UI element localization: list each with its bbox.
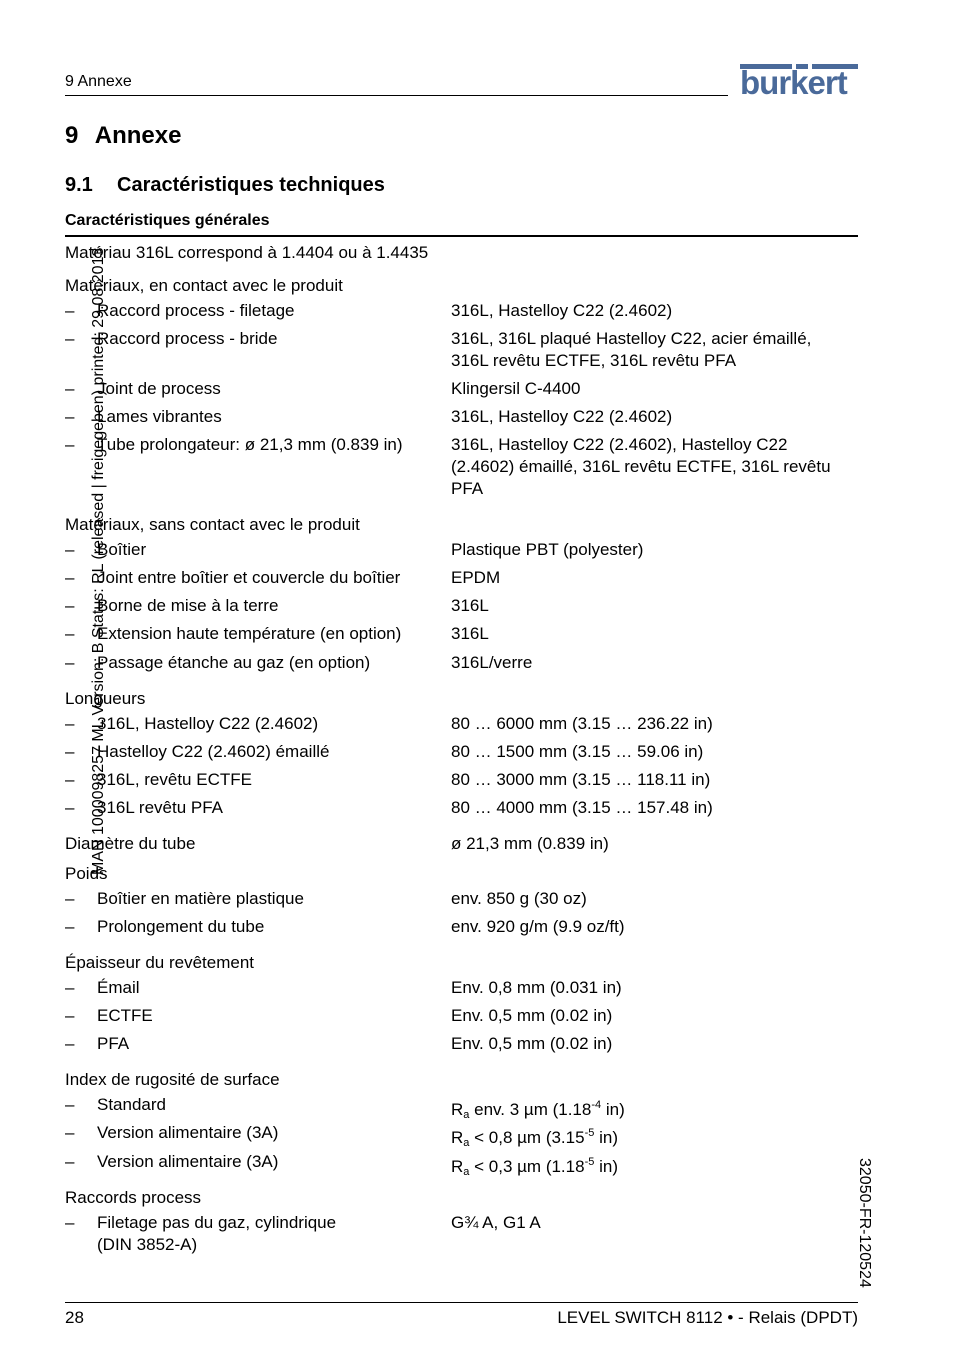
list-dash: – <box>65 540 75 559</box>
row-label: Version alimentaire (3A) <box>97 1152 279 1171</box>
subsection-title: Caractéristiques techniques <box>117 174 385 196</box>
list-dash: – <box>65 1095 75 1114</box>
row-label: Matériau 316L correspond à 1.4404 ou à 1.4435 <box>65 243 429 262</box>
section-title: Annexe <box>94 122 182 149</box>
value-symbol: R <box>451 1157 464 1176</box>
list-dash: – <box>65 596 75 615</box>
table-heading-rule <box>65 235 858 237</box>
section-heading <box>65 122 181 150</box>
row-value: 316L, Hastelloy C22 (2.4602) <box>451 407 673 426</box>
document-status-stamp: MAN 1000098257 ML Version: B Status: RL (released | freigegeben) printed: 29.08.2013 <box>90 247 107 875</box>
row-label: Joint de process <box>97 379 221 398</box>
row-value: Env. 0,5 mm (0.02 in) <box>451 1034 613 1053</box>
row-value: Klingersil C-4400 <box>451 379 581 398</box>
value-text: < 0,3 µm (1.18 <box>469 1157 585 1176</box>
row-label: Tube prolongateur: ø 21,3 mm (0.839 in) <box>97 435 403 454</box>
row-label: Version alimentaire (3A) <box>97 1123 279 1142</box>
row-value: G¾ A, G1 A <box>451 1213 541 1232</box>
list-dash: – <box>65 798 75 817</box>
list-dash: – <box>65 301 75 320</box>
header-rule <box>65 95 728 96</box>
list-dash: – <box>65 1006 75 1025</box>
row-label: Prolongement du tube <box>97 917 265 936</box>
row-label: Raccord process - bride <box>97 329 278 348</box>
list-dash: – <box>65 1034 75 1053</box>
section-number: 9 <box>65 122 79 149</box>
list-dash: – <box>65 714 75 733</box>
value-unit: in) <box>601 1100 625 1119</box>
footer-product: LEVEL SWITCH 8112 • - Relais (DPDT) <box>557 1308 858 1327</box>
subsection-heading <box>65 174 385 197</box>
row-value: 80 … 1500 mm (3.15 … 59.06 in) <box>451 742 704 761</box>
list-dash: – <box>65 624 75 643</box>
group-label: Raccords process <box>65 1188 202 1207</box>
value-exponent: -5 <box>584 1156 595 1168</box>
row-value: 316L/verre <box>451 653 533 672</box>
footer-rule <box>65 1302 858 1303</box>
row-value <box>451 1122 618 1154</box>
row-value: Plastique PBT (polyester) <box>451 540 644 559</box>
subsection-number: 9.1 <box>65 174 93 196</box>
row-value: 316L <box>451 596 489 615</box>
value-symbol: R <box>451 1100 464 1119</box>
value-unit: in) <box>594 1157 618 1176</box>
row-label: Boîtier en matière plastique <box>97 889 304 908</box>
row-label: Borne de mise à la terre <box>97 596 279 615</box>
row-label: 316L, Hastelloy C22 (2.4602) <box>97 714 319 733</box>
list-dash: – <box>65 379 75 398</box>
group-label: Épaisseur du revêtement <box>65 953 254 972</box>
row-label: Lames vibrantes <box>97 407 222 426</box>
running-head: 9 Annexe <box>65 73 132 90</box>
row-label: Raccord process - filetage <box>97 301 295 320</box>
row-value: (2.4602) émaillé, 316L revêtu ECTFE, 316L revêtu <box>451 457 831 476</box>
value-text: env. 3 µm (1.18 <box>469 1100 592 1119</box>
list-dash: – <box>65 917 75 936</box>
row-value: 316L, 316L plaqué Hastelloy C22, acier émaillé, <box>451 329 812 348</box>
value-exponent: -5 <box>584 1127 595 1139</box>
row-label: ECTFE <box>97 1006 153 1025</box>
row-label: Joint entre boîtier et couvercle du boîtier <box>97 568 401 587</box>
value-text: < 0,8 µm (3.15 <box>469 1128 585 1147</box>
row-value <box>451 1151 618 1183</box>
list-dash: – <box>65 978 75 997</box>
row-label: 316L revêtu PFA <box>97 798 224 817</box>
group-label: Longueurs <box>65 689 146 708</box>
list-dash: – <box>65 407 75 426</box>
row-value: env. 850 g (30 oz) <box>451 889 587 908</box>
row-label: PFA <box>97 1034 130 1053</box>
row-value: 80 … 6000 mm (3.15 … 236.22 in) <box>451 714 713 733</box>
list-dash: – <box>65 770 75 789</box>
row-value: PFA <box>451 479 484 498</box>
value-subscript: a <box>463 1109 470 1121</box>
row-value: 316L <box>451 624 489 643</box>
list-dash: – <box>65 568 75 587</box>
value-subscript: a <box>463 1137 470 1149</box>
value-unit: in) <box>594 1128 618 1147</box>
row-label: (DIN 3852-A) <box>97 1235 198 1254</box>
row-label: Émail <box>97 978 140 997</box>
list-dash: – <box>65 653 75 672</box>
list-dash: – <box>65 329 75 348</box>
value-symbol: R <box>451 1128 464 1147</box>
row-value: 80 … 3000 mm (3.15 … 118.11 in) <box>451 770 711 789</box>
row-label: Passage étanche au gaz (en option) <box>97 653 371 672</box>
row-value: 80 … 4000 mm (3.15 … 157.48 in) <box>451 798 713 817</box>
value-subscript: a <box>463 1166 470 1178</box>
row-value: env. 920 g/m (9.9 oz/ft) <box>451 917 625 936</box>
document-code: 32050-FR-120524 <box>856 1158 873 1288</box>
row-label: 316L, revêtu ECTFE <box>97 770 252 789</box>
row-value: 316L, Hastelloy C22 (2.4602), Hastelloy C22 <box>451 435 788 454</box>
page-number: 28 <box>65 1308 84 1327</box>
row-label: Filetage pas du gaz, cylindrique <box>97 1213 337 1232</box>
row-label: Diamètre du tube <box>65 834 196 853</box>
list-dash: – <box>65 1213 75 1232</box>
logo-text: burkert <box>740 64 847 101</box>
value-exponent: -4 <box>591 1099 602 1111</box>
list-dash: – <box>65 889 75 908</box>
row-value: 316L, Hastelloy C22 (2.4602) <box>451 301 673 320</box>
burkert-logo <box>740 64 858 100</box>
row-label: Extension haute température (en option) <box>97 624 402 643</box>
group-label: Matériaux, sans contact avec le produit <box>65 515 360 534</box>
list-dash: – <box>65 1152 75 1171</box>
row-label: Boîtier <box>97 540 147 559</box>
list-dash: – <box>65 742 75 761</box>
row-label: Standard <box>97 1095 166 1114</box>
row-value: EPDM <box>451 568 501 587</box>
group-label: Poids <box>65 864 108 883</box>
list-dash: – <box>65 1123 75 1142</box>
list-dash: – <box>65 435 75 454</box>
row-value: ø 21,3 mm (0.839 in) <box>451 834 609 853</box>
row-value: 316L revêtu ECTFE, 316L revêtu PFA <box>451 351 737 370</box>
group-label: Matériaux, en contact avec le produit <box>65 276 343 295</box>
row-label: Hastelloy C22 (2.4602) émaillé <box>97 742 330 761</box>
row-value: Env. 0,5 mm (0.02 in) <box>451 1006 613 1025</box>
row-value: Env. 0,8 mm (0.031 in) <box>451 978 622 997</box>
table-heading: Caractéristiques générales <box>65 212 270 229</box>
group-label: Index de rugosité de surface <box>65 1070 280 1089</box>
